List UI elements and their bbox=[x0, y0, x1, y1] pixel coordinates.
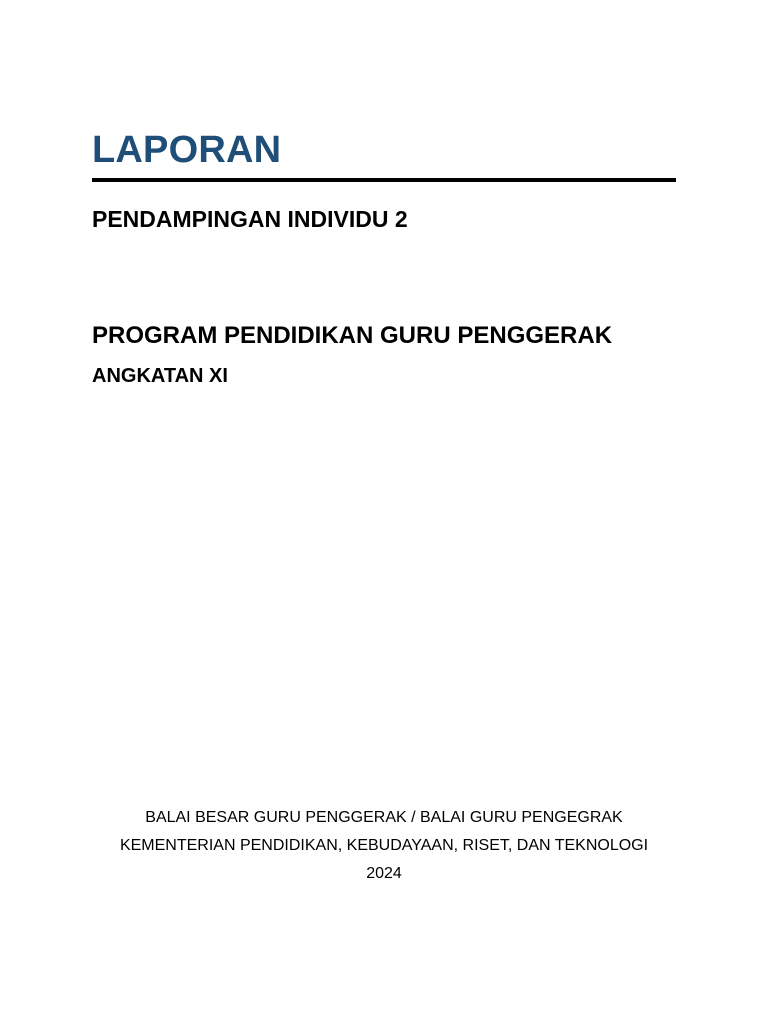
report-title: LAPORAN bbox=[92, 129, 282, 171]
footer-year: 2024 bbox=[366, 865, 402, 882]
cover-footer bbox=[0, 804, 768, 888]
report-subtitle: PENDAMPINGAN INDIVIDU 2 bbox=[92, 206, 408, 232]
title-divider bbox=[92, 178, 676, 182]
cohort-label: ANGKATAN XI bbox=[92, 365, 228, 387]
footer-institution: BALAI BESAR GURU PENGGERAK / BALAI GURU PENGEGRAK bbox=[145, 809, 623, 826]
program-name: PROGRAM PENDIDIKAN GURU PENGGERAK bbox=[92, 322, 613, 349]
footer-ministry: KEMENTERIAN PENDIDIKAN, KEBUDAYAAN, RISET, DAN TEKNOLOGI bbox=[119, 837, 649, 854]
